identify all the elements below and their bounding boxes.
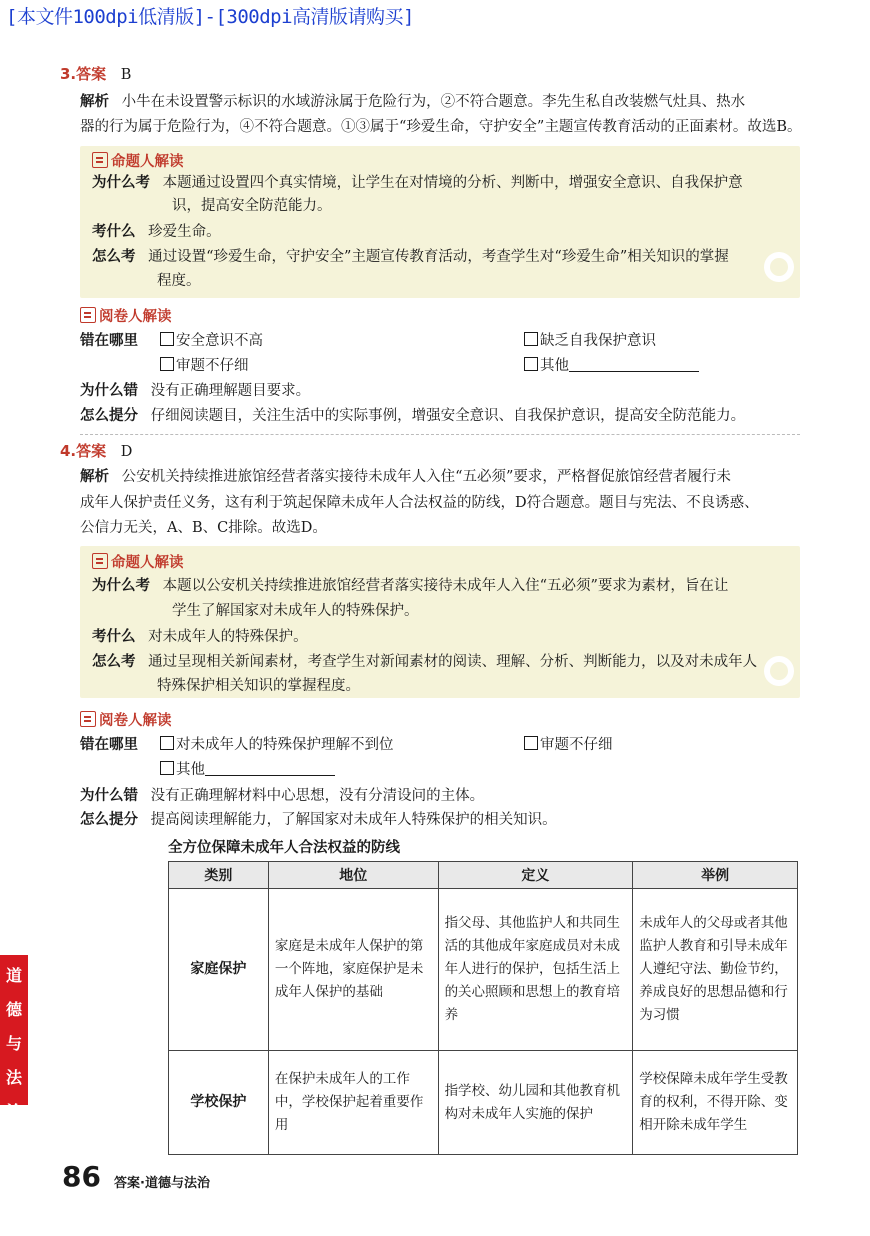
q4-why-test: 为什么考 本题以公安机关持续推进旅馆经营者落实接待未成年人入住“五必须”要求为素材，旨在让 bbox=[92, 578, 729, 594]
q4-number: 4. bbox=[60, 442, 77, 460]
q4-how-test: 怎么考 通过呈现相关新闻素材，考查学生对新闻素材的阅读、理解、分析、判断能力，以及对未成年人 bbox=[92, 654, 758, 670]
q3-why-wrong: 为什么错 没有正确理解题目要求。 bbox=[80, 383, 311, 399]
col-header-example: 举例 bbox=[633, 862, 798, 889]
q3-analysis-label: 解析 bbox=[80, 94, 109, 110]
q4-setter-title: 命题人解读 bbox=[92, 551, 184, 572]
table-cell-category: 家庭保护 bbox=[169, 889, 269, 1051]
fill-blank[interactable] bbox=[205, 761, 335, 776]
q4-answer-label: 答案 bbox=[76, 442, 107, 460]
q4-option-3[interactable]: 其他 bbox=[160, 760, 335, 780]
q4-answer: D bbox=[120, 444, 133, 460]
q3-how-test-2: 程度。 bbox=[157, 273, 201, 289]
table-cell-status: 在保护未成年人的工作中，学校保护起着重要作用 bbox=[268, 1051, 438, 1155]
panel-decoration bbox=[764, 252, 794, 282]
checkbox[interactable] bbox=[160, 761, 174, 775]
notes-icon bbox=[80, 711, 96, 727]
q3-number: 3. bbox=[60, 65, 77, 83]
q3-header bbox=[60, 64, 131, 85]
q3-reader-title: 阅卷人解读 bbox=[80, 305, 172, 326]
checkbox[interactable] bbox=[160, 332, 174, 346]
q4-header bbox=[60, 441, 132, 462]
q4-why-wrong: 为什么错 没有正确理解材料中心思想，没有分清设问的主体。 bbox=[80, 788, 485, 804]
q3-option-3[interactable]: 审题不仔细 bbox=[160, 356, 249, 376]
page-number: 86 bbox=[62, 1160, 101, 1193]
q3-why-test-2: 识，提高安全防范能力。 bbox=[172, 198, 332, 214]
q4-analysis-line-3: 公信力无关，A、B、C排除。故选D。 bbox=[80, 520, 327, 536]
checkbox[interactable] bbox=[524, 332, 538, 346]
panel-decoration bbox=[764, 656, 794, 686]
table-cell-example: 未成年人的父母或者其他监护人教育和引导未成年人遵纪守法、勤俭节约，养成良好的思想品德和行为习惯 bbox=[633, 889, 798, 1051]
protection-table bbox=[168, 861, 798, 1155]
table-row bbox=[169, 889, 798, 1051]
col-header-definition: 定义 bbox=[438, 862, 633, 889]
q3-why-test: 为什么考 本题通过设置四个真实情境，让学生在对情境的分析、判断中，增强安全意识、自我保护意 bbox=[92, 175, 743, 191]
table-cell-definition: 指学校、幼儿园和其他教育机构对未成年人实施的保护 bbox=[438, 1051, 633, 1155]
q3-analysis-line-2: 器的行为属于危险行为，④不符合题意。①③属于“珍爱生命，守护安全”主题宣传教育活动的正面素材。故选B。 bbox=[80, 119, 802, 135]
q3-answer-label: 答案 bbox=[76, 65, 107, 83]
q3-how-test: 怎么考 通过设置“珍爱生命，守护安全”主题宣传教育活动，考查学生对“珍爱生命”相关知识的掌握 bbox=[92, 249, 729, 265]
fill-blank[interactable] bbox=[569, 357, 699, 372]
table-header-row bbox=[169, 862, 798, 889]
separator bbox=[80, 434, 800, 435]
q4-where-wrong: 错在哪里 bbox=[80, 737, 138, 753]
notes-icon bbox=[92, 553, 108, 569]
q4-what-test: 考什么 对未成年人的特殊保护。 bbox=[92, 629, 308, 645]
q4-option-1[interactable]: 对未成年人的特殊保护理解不到位 bbox=[160, 735, 394, 755]
q3-setter-title: 命题人解读 bbox=[92, 150, 184, 171]
checkbox[interactable] bbox=[524, 736, 538, 750]
q4-how-test-2: 特殊保护相关知识的掌握程度。 bbox=[157, 678, 360, 694]
checkbox[interactable] bbox=[524, 357, 538, 371]
q3-where-wrong: 错在哪里 bbox=[80, 333, 138, 349]
q4-option-2[interactable]: 审题不仔细 bbox=[524, 735, 613, 755]
table-cell-category: 学校保护 bbox=[169, 1051, 269, 1155]
q4-analysis-line-1: 解析 公安机关持续推进旅馆经营者落实接待未成年人入住“五必须”要求，严格督促旅馆经营者履行未 bbox=[80, 469, 731, 485]
table-cell-example: 学校保障未成年学生受教育的权利，不得开除、变相开除未成年学生 bbox=[633, 1051, 798, 1155]
checkbox[interactable] bbox=[160, 357, 174, 371]
notes-icon bbox=[92, 152, 108, 168]
q3-option-2[interactable]: 缺乏自我保护意识 bbox=[524, 331, 656, 351]
table-title: 全方位保障未成年人合法权益的防线 bbox=[168, 840, 400, 856]
notes-icon bbox=[80, 307, 96, 323]
q3-analysis-line-1: 解析 小牛在未设置警示标识的水域游泳属于危险行为，②不符合题意。李先生私自改装燃气灶具、热水 bbox=[80, 94, 746, 110]
col-header-status: 地位 bbox=[268, 862, 438, 889]
q4-reader-title: 阅卷人解读 bbox=[80, 709, 172, 730]
table-cell-definition: 指父母、其他监护人和共同生活的其他成年家庭成员对未成年人进行的保护，包括生活上的关心照顾和思想上的教育培养 bbox=[438, 889, 633, 1051]
q3-option-4[interactable]: 其他 bbox=[524, 356, 699, 376]
subject-side-tab: 道 德 与 法 治 bbox=[0, 955, 28, 1105]
q3-how-improve: 怎么提分 仔细阅读题目，关注生活中的实际事例，增强安全意识、自我保护意识，提高安全防范能力。 bbox=[80, 408, 746, 424]
table-row bbox=[169, 1051, 798, 1155]
q4-why-test-2: 学生了解国家对未成年人的特殊保护。 bbox=[172, 603, 419, 619]
col-header-category: 类别 bbox=[169, 862, 269, 889]
watermark: [本文件100dpi低清版]-[300dpi高清版请购买] bbox=[6, 6, 414, 28]
footer-text: 答案·道德与法治 bbox=[114, 1176, 210, 1191]
q3-answer: B bbox=[120, 67, 132, 83]
q4-analysis-line-2: 成年人保护责任义务，这有利于筑起保障未成年人合法权益的防线，D符合题意。题目与宪法、不良诱惑、 bbox=[80, 495, 759, 511]
q3-option-1[interactable]: 安全意识不高 bbox=[160, 331, 263, 351]
q4-how-improve: 怎么提分 提高阅读理解能力，了解国家对未成年人特殊保护的相关知识。 bbox=[80, 812, 557, 828]
q3-what-test: 考什么 珍爱生命。 bbox=[92, 224, 221, 240]
checkbox[interactable] bbox=[160, 736, 174, 750]
table-cell-status: 家庭是未成年人保护的第一个阵地，家庭保护是未成年人保护的基础 bbox=[268, 889, 438, 1051]
q4-analysis-label: 解析 bbox=[80, 469, 109, 485]
